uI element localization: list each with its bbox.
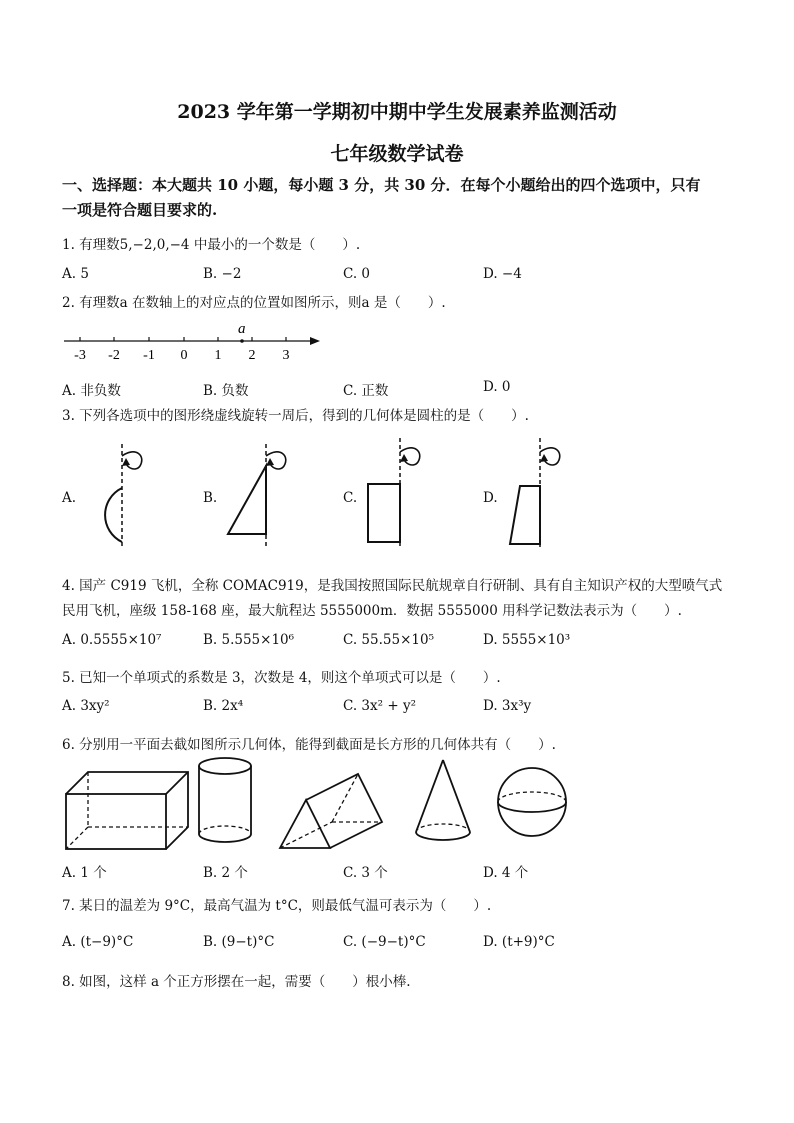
q7-option-c: C. (−9−t)°C <box>343 934 426 950</box>
axis-tick-label: -3 <box>74 348 86 363</box>
q3-label-b: B. <box>203 490 218 506</box>
question-2: 2. 有理数a 在数轴上的对应点的位置如图所示，则a 是（ ）. <box>62 295 446 311</box>
cone-icon <box>416 760 470 840</box>
q7-option-d: D. (t+9)°C <box>483 934 555 950</box>
q5-option-c: C. 3x² + y² <box>343 698 416 714</box>
q6-option-c: C. 3 个 <box>343 865 388 881</box>
q3-figure-d-trapezoid <box>500 436 575 551</box>
cylinder-icon <box>199 758 251 842</box>
axis-point-a-label: a <box>238 321 246 337</box>
q2-option-d: D. 0 <box>483 379 511 395</box>
axis-tick-label: 0 <box>180 348 188 363</box>
section-heading-line1: 一、选择题：本大题共 10 小题，每小题 3 分，共 30 分．在每个小题给出的四个选项中，只有 <box>62 176 701 194</box>
q4-option-d: D. 5555×10³ <box>483 632 571 648</box>
q1-option-b: B. −2 <box>203 266 242 282</box>
axis-tick-label: 2 <box>248 348 256 363</box>
question-4-line2: 民用飞机，座级 158-168 座，最大航程达 5555000m．数据 5555000 用科学记数法表示为（ ）. <box>62 603 682 619</box>
section-heading-line2: 一项是符合题目要求的. <box>62 201 218 219</box>
number-line-figure <box>60 318 325 366</box>
question-7: 7. 某日的温差为 9°C，最高气温为 t°C，则最低气温可表示为（ ）. <box>62 898 492 914</box>
q5-option-b: B. 2x⁴ <box>203 698 244 714</box>
axis-tick-label: -1 <box>143 348 155 363</box>
sphere-icon <box>498 768 566 836</box>
q7-option-a: A. (t−9)°C <box>62 934 134 950</box>
axis-tick-label: 1 <box>214 348 222 363</box>
q2-option-c: C. 正数 <box>343 383 389 399</box>
q3-label-a: A. <box>62 490 77 506</box>
exam-subtitle: 七年级数学试卷 <box>330 143 464 165</box>
q3-figure-b-triangle <box>218 436 293 551</box>
q4-option-c: C. 55.55×10⁵ <box>343 632 434 648</box>
question-6: 6. 分别用一平面去截如图所示几何体，能得到截面是长方形的几何体共有（ ）. <box>62 737 556 753</box>
q6-option-b: B. 2 个 <box>203 865 248 881</box>
q3-label-c: C. <box>343 490 358 506</box>
q2-option-a: A. 非负数 <box>62 383 121 399</box>
q6-option-d: D. 4 个 <box>483 865 529 881</box>
q6-solids-figure <box>60 752 590 854</box>
q3-label-d: D. <box>483 490 498 506</box>
q5-option-a: A. 3xy² <box>62 698 110 714</box>
q3-figure-a-semicircle <box>80 436 155 551</box>
prism-icon <box>66 772 188 849</box>
q3-figure-c-rectangle <box>360 436 435 551</box>
question-3: 3. 下列各选项中的图形绕虚线旋转一周后，得到的几何体是圆柱的是（ ）. <box>62 408 529 424</box>
q1-option-c: C. 0 <box>343 266 371 282</box>
exam-title: 2023 学年第一学期初中期中学生发展素养监测活动 <box>177 101 617 123</box>
q2-option-b: B. 负数 <box>203 383 249 399</box>
triangular-prism-icon <box>280 774 382 848</box>
q4-option-b: B. 5.555×10⁶ <box>203 632 295 648</box>
q7-option-b: B. (9−t)°C <box>203 934 275 950</box>
axis-tick-label: -2 <box>108 348 120 363</box>
question-5: 5. 已知一个单项式的系数是 3，次数是 4，则这个单项式可以是（ ）. <box>62 670 501 686</box>
q5-option-d: D. 3x³y <box>483 698 532 714</box>
q1-option-d: D. −4 <box>483 266 522 282</box>
q1-option-a: A. 5 <box>62 266 89 282</box>
q6-option-a: A. 1 个 <box>62 865 107 881</box>
question-4-line1: 4. 国产 C919 飞机，全称 COMAC919，是我国按照国际民航规章自行研制、具有自主知识产权的大型喷气式 <box>62 578 723 594</box>
question-8: 8. 如图，这样 a 个正方形摆在一起，需要（ ）根小棒. <box>62 974 411 990</box>
axis-tick-label: 3 <box>282 348 290 363</box>
q4-option-a: A. 0.5555×10⁷ <box>62 632 162 648</box>
question-1: 1. 有理数5,−2,0,−4 中最小的一个数是（ ）. <box>62 237 361 253</box>
